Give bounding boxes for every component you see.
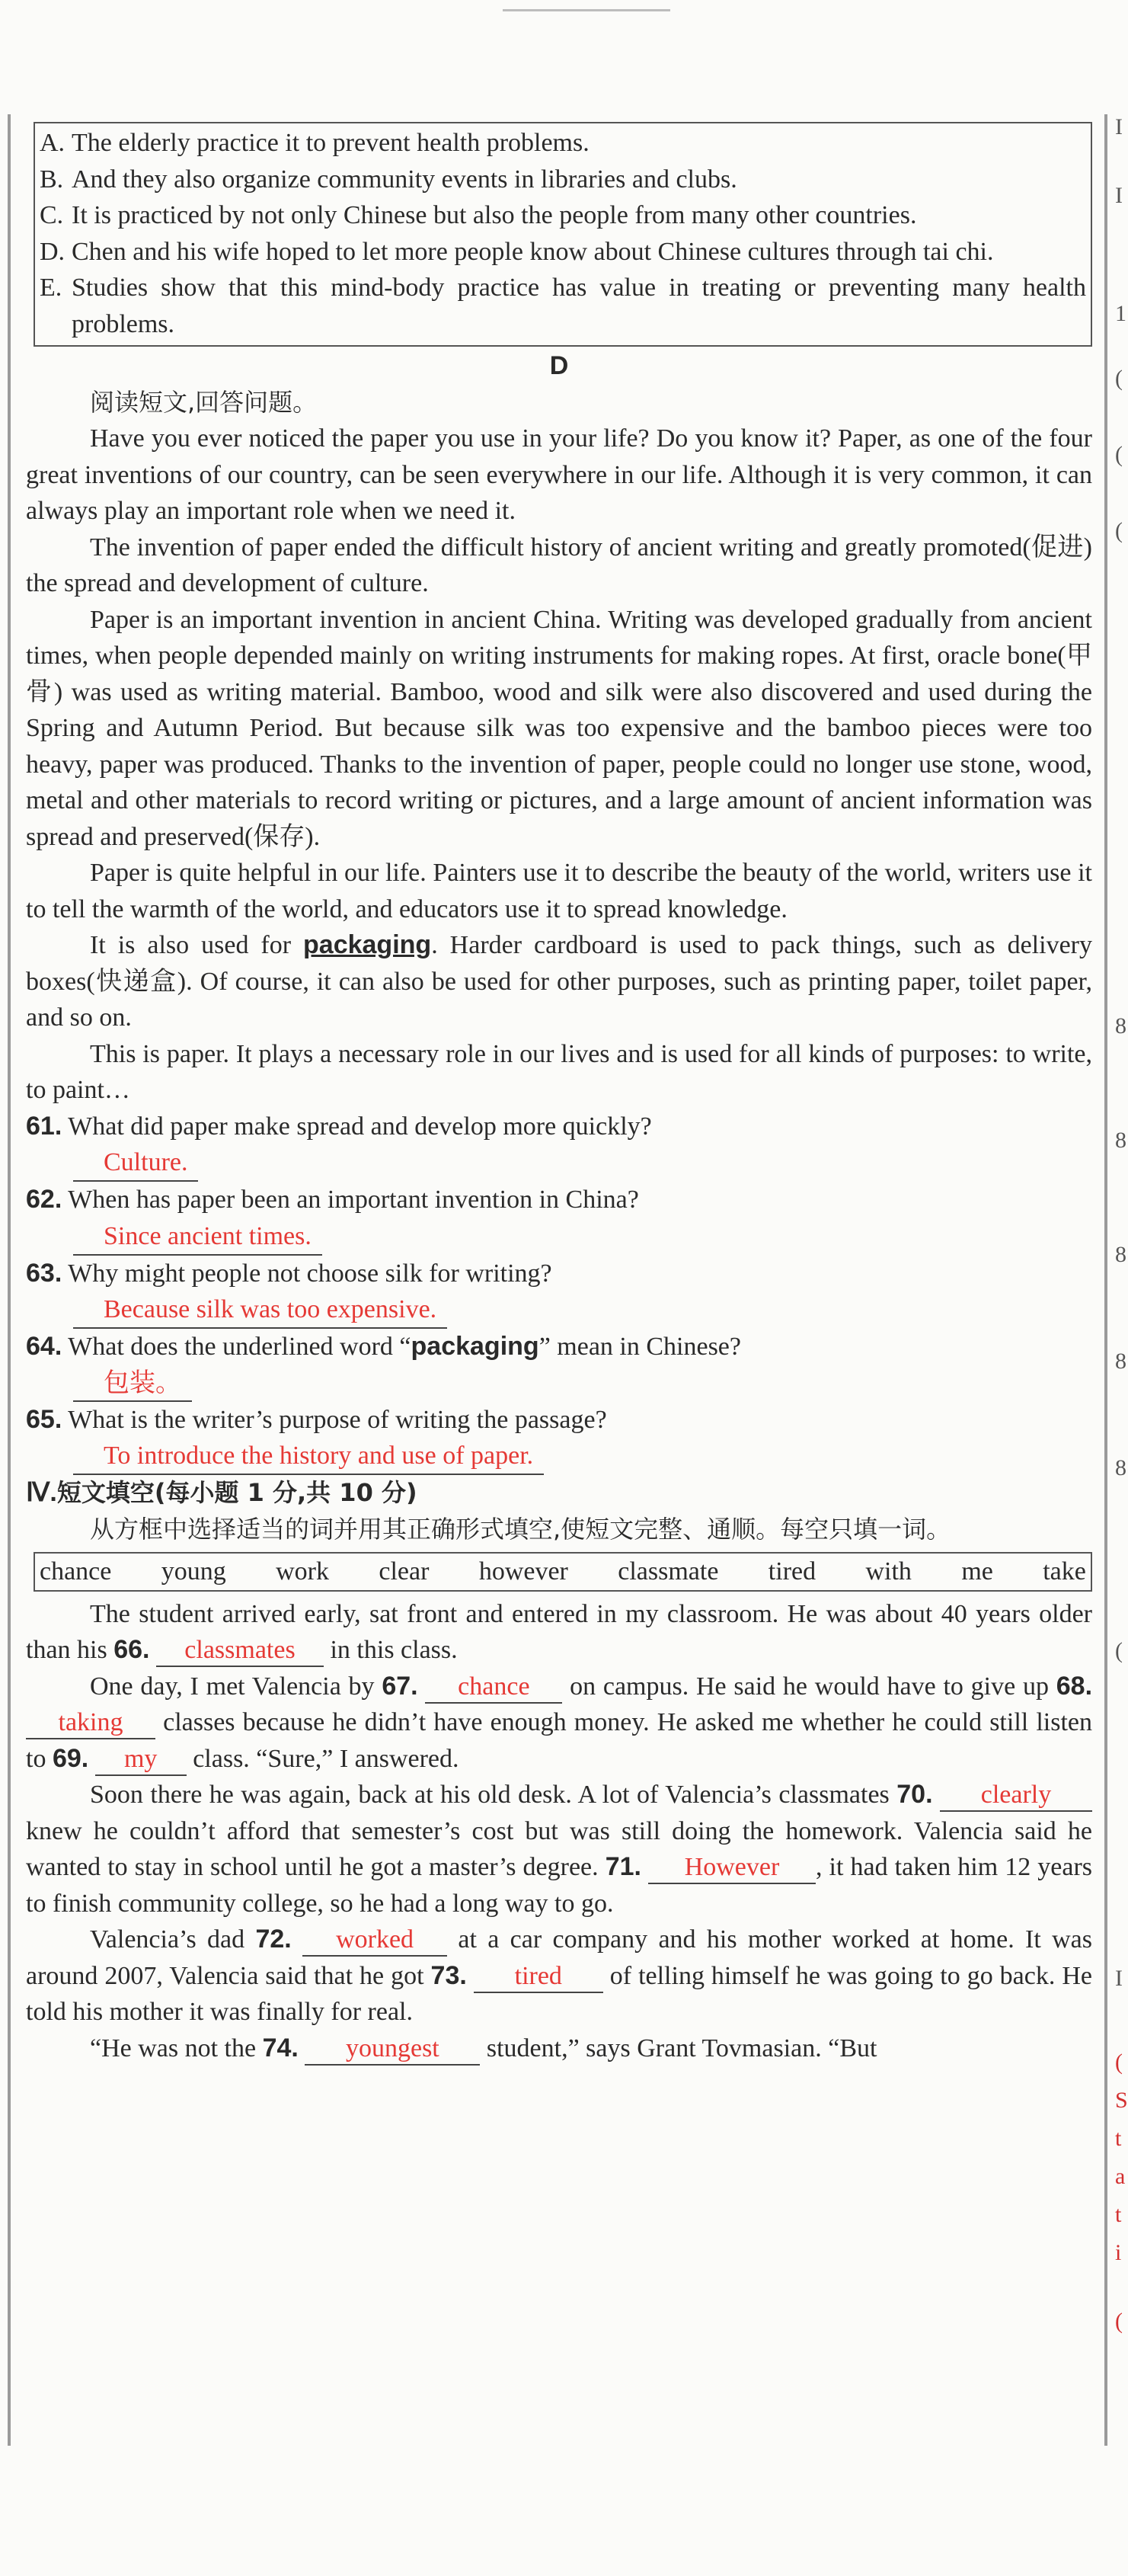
option-letter: E.	[40, 274, 62, 302]
blank-66: classmates	[156, 1635, 324, 1667]
passage-text: “He was not the	[90, 2034, 263, 2062]
blank-number: 74.	[262, 2033, 299, 2062]
blank-number: 69.	[52, 1743, 89, 1773]
paragraph-6: This is paper. It plays a necessary role in our lives and is used for all kinds of purposes: to write, to paint…	[26, 1039, 1092, 1104]
cloze-paragraph-4	[26, 1922, 1092, 2030]
word-bank-item: chance	[40, 1557, 112, 1586]
blank-number: 72.	[255, 1925, 292, 1954]
word-bank-item: tired	[768, 1557, 816, 1586]
edge-mark: t	[1115, 2126, 1122, 2151]
blank-number: 68.	[1056, 1671, 1093, 1701]
edge-mark: I	[1115, 183, 1123, 208]
blank-70: clearly	[940, 1780, 1092, 1812]
option-text: The elderly practice it to prevent health problems.	[72, 129, 590, 157]
answer-line: To introduce the history and use of paper.	[73, 1438, 544, 1475]
passage-text: knew he couldn’t afford that semester’s cost but was still doing the homework. Valencia said he wanted to stay in school until he got a master’s degree.	[26, 1816, 1092, 1881]
option-letter: D.	[40, 237, 66, 266]
edge-mark: a	[1115, 2164, 1126, 2189]
option-text: It is practiced by not only Chinese but also the people from many other countries.	[72, 201, 917, 229]
word-bank-item: classmate	[618, 1557, 719, 1586]
page-content	[26, 122, 1092, 2066]
blank-number: 70.	[896, 1780, 933, 1809]
paragraph-5	[26, 927, 1092, 1036]
next-page-edge	[1114, 0, 1128, 2576]
blank-number: 67.	[382, 1671, 418, 1701]
section-iv-instruction: 从方框中选择适当的词并用其正确形式填空,使短文完整、通顺。每空只填一词。	[90, 1514, 951, 1544]
word-bank-item: however	[478, 1557, 568, 1586]
question-text: When has paper been an important invention in China?	[68, 1186, 639, 1214]
left-margin-rule	[8, 114, 11, 2446]
edge-mark: 1	[1115, 301, 1126, 326]
paragraph-text: It is also used for	[90, 931, 304, 959]
word-bank-item: young	[161, 1557, 226, 1586]
edge-mark: I	[1115, 114, 1123, 139]
passage-text: Soon there he was again, back at his old desk. A lot of Valencia’s classmates	[90, 1781, 897, 1809]
answer-line: Because silk was too expensive.	[73, 1292, 447, 1329]
blank-69: my	[95, 1744, 187, 1776]
question-number: 64.	[26, 1332, 62, 1361]
edge-mark: (	[1115, 518, 1123, 543]
option-c	[40, 197, 1086, 234]
paragraph-2: The invention of paper ended the difficult history of ancient writing and greatly promoted(促进) the spread and development of culture.	[26, 533, 1092, 597]
passage-text: One day, I met Valencia by	[90, 1672, 382, 1701]
section-d-instruction: 阅读短文,回答问题。	[90, 387, 318, 417]
answer-line: Since ancient times.	[73, 1219, 322, 1256]
question-number: 63.	[26, 1258, 62, 1288]
option-e	[40, 270, 1086, 342]
option-b	[40, 162, 1086, 198]
question-number: 61.	[26, 1111, 62, 1141]
question-text: What does the underlined word “	[68, 1333, 411, 1361]
question-63	[26, 1256, 1092, 1330]
blank-72: worked	[302, 1925, 447, 1957]
option-letter: B.	[40, 165, 64, 194]
cloze-paragraph-5	[26, 2030, 1092, 2067]
edge-mark: (	[1115, 442, 1123, 467]
question-62	[26, 1182, 1092, 1256]
top-rule	[503, 9, 670, 11]
edge-mark: (	[1115, 366, 1123, 391]
options-box	[34, 122, 1092, 347]
question-text: What is the writer’s purpose of writing the passage?	[68, 1405, 607, 1434]
cloze-paragraph-2	[26, 1669, 1092, 1778]
passage-text: of telling himself he was going to go back. He told his mother it was finally for real.	[26, 1961, 1092, 2026]
option-text: Studies show that this mind-body practice has value in treating or preventing many health problems.	[72, 274, 1086, 338]
paragraph-text: . Harder cardboard is used to pack things, such as delivery boxes(快递盒). Of course, it can also be used for other purposes, such as printing paper, toilet paper, and so on.	[26, 931, 1092, 1032]
edge-mark: I	[1115, 1966, 1123, 1991]
blank-number: 73.	[430, 1960, 467, 1990]
question-keyword: packaging	[411, 1332, 539, 1361]
cloze-paragraph-1	[26, 1596, 1092, 1669]
section-number: Ⅳ.	[26, 1478, 57, 1507]
paragraph-4: Paper is quite helpful in our life. Painters use it to describe the beauty of the world, writers use it to tell the warmth of the world, and educators use it to spread knowledge.	[26, 859, 1092, 923]
section-iv-title	[26, 1475, 1092, 1512]
question-number: 65.	[26, 1404, 62, 1434]
blank-71: However	[648, 1852, 816, 1884]
right-margin-rule	[1104, 114, 1107, 2446]
question-65	[26, 1402, 1092, 1476]
option-letter: A.	[40, 129, 66, 157]
edge-mark: (	[1115, 2050, 1123, 2075]
edge-mark: i	[1115, 2240, 1122, 2265]
blank-number: 71.	[605, 1852, 641, 1881]
option-text: Chen and his wife hoped to let more people know about Chinese cultures through tai chi.	[72, 237, 994, 266]
passage-text: Valencia’s dad	[90, 1925, 256, 1954]
option-a	[40, 125, 1086, 162]
word-bank-item: with	[865, 1557, 912, 1586]
question-number: 62.	[26, 1185, 62, 1214]
passage-text: The student arrived early, sat front and entered in my classroom. He was about 40 years older than his	[26, 1599, 1092, 1664]
word-bank-item: clear	[379, 1557, 430, 1586]
question-64	[26, 1329, 1092, 1402]
word-bank-item: me	[961, 1557, 993, 1586]
question-text: What did paper make spread and develop more quickly?	[68, 1112, 652, 1141]
blank-67: chance	[425, 1672, 562, 1704]
edge-mark: 8	[1115, 1128, 1126, 1153]
passage-text: in this class.	[323, 1636, 458, 1664]
passage-text: student,” says Grant Tovmasian. “But	[480, 2034, 877, 2062]
passage-text: class. “Sure,” I answered.	[186, 1744, 459, 1773]
option-text: And they also organize community events in libraries and clubs.	[72, 165, 737, 194]
blank-number: 66.	[113, 1635, 150, 1664]
blank-68: taking	[26, 1707, 155, 1739]
word-bank-item: take	[1043, 1557, 1086, 1586]
edge-mark: S	[1115, 2088, 1128, 2113]
edge-mark: 8	[1115, 1349, 1126, 1374]
answer-line: Culture.	[73, 1145, 198, 1182]
section-d-heading: D	[549, 351, 569, 380]
option-d	[40, 234, 1086, 270]
question-text: ” mean in Chinese?	[538, 1333, 741, 1361]
blank-74: youngest	[305, 2034, 480, 2066]
option-letter: C.	[40, 201, 64, 229]
passage-text: , it had taken him 12 years to finish community college, so he had a long way to go.	[26, 1853, 1092, 1918]
cloze-paragraph-3	[26, 1777, 1092, 1922]
word-bank-item: work	[276, 1557, 330, 1586]
blank-73: tired	[474, 1961, 603, 1993]
answer-line: 包装。	[73, 1365, 192, 1402]
edge-mark: t	[1115, 2202, 1122, 2227]
underlined-word: packaging	[303, 930, 432, 959]
question-text: Why might people not choose silk for writing?	[68, 1259, 552, 1288]
paragraph-1: Have you ever noticed the paper you use in your life? Do you know it? Paper, as one of the four great inventions of our country, can be seen everywhere in our life. Although it is very common, it can always play an important role when we need it.	[26, 424, 1092, 525]
passage-text: at a car company and his mother worked at home. It was around 2007, Valencia said that he got	[26, 1925, 1092, 1990]
edge-mark: (	[1115, 2309, 1123, 2334]
section-title-text: 短文填空(每小题 1 分,共 10 分)	[56, 1478, 417, 1507]
edge-mark: (	[1115, 1638, 1123, 1663]
question-61	[26, 1109, 1092, 1182]
edge-mark: 8	[1115, 1242, 1126, 1267]
passage-text: classes because he didn’t have enough money. He asked me whether he could still listen to	[26, 1708, 1092, 1773]
paragraph-3: Paper is an important invention in ancient China. Writing was developed gradually from ancient times, when people depended mainly on writing instruments for making ropes. At first, oracle bone(甲骨) was used as writing material. Bamboo, wood and silk were also discovered and used during the Spring and Autumn Period. But because silk was too expensive and the bamboo pieces were too heavy, paper was produced. Thanks to the invention of paper, people could no longer use stone, wood, metal and other materials to record writing or pictures, and a large amount of ancient information was spread and preserved(保存).	[26, 605, 1092, 851]
edge-mark: 8	[1115, 1013, 1126, 1038]
word-bank	[34, 1552, 1092, 1592]
passage-text: on campus. He said he would have to give up	[562, 1672, 1056, 1701]
edge-mark: 8	[1115, 1455, 1126, 1480]
